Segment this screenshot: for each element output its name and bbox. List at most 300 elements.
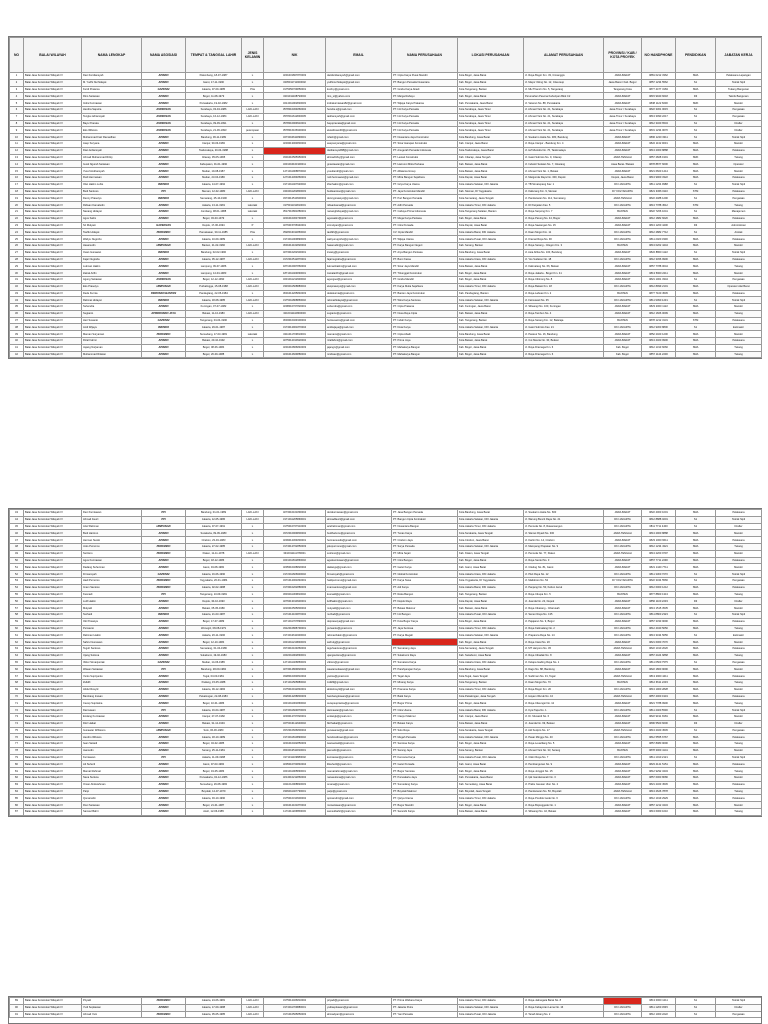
table-cell: kusnadi@gmail.com (326, 591, 392, 598)
table-cell: PT. Wijaya Utama (392, 236, 458, 243)
table-cell: Estimator (716, 324, 762, 331)
column-header: LOKASI PERUSAHAAN (458, 38, 524, 73)
table-cell: Balai Jasa Konstruksi Wilayah IV (24, 618, 82, 625)
table-cell: LAKI-LAKI (242, 106, 264, 113)
table-cell: 3211011703810001 (264, 331, 326, 338)
table-cell: Serang, 25-11-1981 (186, 747, 242, 754)
column-header: EMAIL (326, 38, 392, 73)
table-cell: Cianjur, 30-03-1983 (186, 140, 242, 147)
table-cell: 0821 6600 1414 (642, 168, 676, 175)
table-cell: 0822 9191 8181 (642, 713, 676, 720)
table-cell: PT. Inti Bangun (392, 611, 458, 618)
table-cell: APINDO (142, 686, 186, 693)
table-cell: Balai Jasa Konstruksi Wilayah IV (24, 154, 82, 161)
table-cell: Jombang, 08-01-1988 (186, 208, 242, 215)
table-cell: Yudi Septiawan (82, 1004, 142, 1011)
table-cell: ekowibowo93@gmail.com (326, 127, 392, 134)
table-cell: 25 (10, 236, 24, 243)
table-cell: Pelaksana (716, 557, 762, 564)
table-cell: PT. Jasa Bangun Persada (392, 510, 458, 517)
table-cell: Boyolali, 14-07-1979 (186, 788, 242, 795)
table-row (10, 297, 762, 304)
table-cell: 54 (10, 584, 24, 591)
table-row (10, 543, 762, 550)
table-cell: S1 (676, 297, 716, 304)
table-cell: rahmathidayat@gmail.com (326, 297, 392, 304)
table-cell: Balai Jasa Konstruksi Wilayah IV (24, 577, 82, 584)
table-cell: APINDO (142, 338, 186, 345)
table-cell: 3372010606800004 (264, 727, 326, 734)
table-cell: INKINDO (142, 324, 186, 331)
table-cell: SMA (676, 584, 716, 591)
table-cell: SMA (676, 618, 716, 625)
table-cell: APINDO (142, 734, 186, 741)
table-cell: Bandung, 02-02-1990 (186, 249, 242, 256)
table-cell: Jl. Raya Pondok Gede No. 6 (524, 795, 604, 802)
table-cell: Pengawas (716, 106, 762, 113)
table-cell: Mandor (716, 242, 762, 249)
table-cell: DKI JAKARTA (604, 181, 642, 188)
table-cell: PERKINDO (142, 577, 186, 584)
table-cell: Teknik Sipil (716, 998, 762, 1005)
table-cell: LAKI-LAKI (242, 1011, 264, 1018)
table-cell: PPI (142, 510, 186, 517)
table-cell: Oki Prasetya (82, 618, 142, 625)
table-cell: Sumedang, 29-08-1982 (186, 781, 242, 788)
table-row (10, 249, 762, 256)
table-cell: 33 (10, 290, 24, 297)
table-cell: L (242, 79, 264, 86)
table-cell: Fajar Nugraha (82, 256, 142, 263)
table-cell: 14 (10, 161, 24, 168)
table-cell: 3275012010920002 (264, 338, 326, 345)
table-cell: S1 (676, 324, 716, 331)
table-cell: Balai Jasa Konstruksi Wilayah IV (24, 249, 82, 256)
table-cell: PERKINDO (142, 1011, 186, 1018)
table-cell: 3328010303810004 (264, 673, 326, 680)
table-row (10, 202, 762, 209)
table-cell: Kota Jakarta Pusat, DKI Jakarta (458, 611, 524, 618)
table-cell: SMA (676, 242, 716, 249)
table-cell: sugianto@gmail.com (326, 310, 392, 317)
table-cell: S1 (676, 181, 716, 188)
table-cell: dedekurnia@gmail.com (326, 290, 392, 297)
table-cell: Balai Jasa Konstruksi Wilayah IV (24, 73, 82, 80)
table-cell: 0812 1882 6620 (642, 215, 676, 222)
table-cell: PT. Bekasi Makmur (392, 605, 458, 612)
table-cell: 3205010408820004 (264, 564, 326, 571)
table-cell: Balai Jasa Konstruksi Wilayah IV (24, 113, 82, 120)
table-cell: PT. Surya Persada (392, 543, 458, 550)
table-cell: Dede Kurnia (82, 290, 142, 297)
table-cell: 0823 4141 5151 (642, 761, 676, 768)
table-cell: Kota Jakarta Utara, DKI Jakarta (458, 256, 524, 263)
table-cell: 3175010310900002 (264, 795, 326, 802)
table-cell: Balai Jasa Konstruksi Wilayah IV (24, 741, 82, 748)
table-cell: JAWA BARAT (604, 618, 642, 625)
table-cell: PT. Karya Nusa (392, 577, 458, 584)
table-row (10, 747, 762, 754)
table-cell: 0811 3300 7070 (642, 571, 676, 578)
table-cell: Kota Surakarta, Jawa Tengah (458, 727, 524, 734)
table-cell: JAWA BARAT (604, 93, 642, 100)
table-cell: Jl. Industri Selatan No. 7, Cikarang (524, 161, 604, 168)
table-cell: Surabaya, 03-04-1986 (186, 106, 242, 113)
table-cell: APINDO (142, 795, 186, 802)
table-cell: herisusanto@gmail.com (326, 317, 392, 324)
table-cell: L (242, 768, 264, 775)
table-cell: 3273010611890001 (264, 134, 326, 141)
table-cell: Depok, Jawa Barat (604, 174, 642, 181)
table-cell: Kabupaten, 01-01-1990 (186, 161, 242, 168)
table-cell: ASPEKNAS (142, 106, 186, 113)
table-cell: PT. Cipta Karya Pusat Mandiri (392, 73, 458, 80)
table-cell: Kota Bandung, Jawa Barat (458, 134, 524, 141)
table-cell: Kota Tasikmalaya, Jawa Barat (458, 147, 524, 154)
table-cell: Jl. Kramat Raya No. 90 (524, 236, 604, 243)
table-cell: LAKI-LAKI (242, 297, 264, 304)
table-cell: DKI JAKARTA (604, 256, 642, 263)
table-cell: Kab. Bogor, Jawa Barat (458, 270, 524, 277)
table-cell: Jl. Sudirman No. 31, Tegal (524, 673, 604, 680)
table-cell: L (242, 673, 264, 680)
table-cell: LAKI-LAKI (242, 310, 264, 317)
table-cell: Pelaksana (716, 761, 762, 768)
table-cell: Mandor (716, 713, 762, 720)
column-header: NIK (264, 38, 326, 73)
table-cell: Perumahan Pesona Kahuripan Blok C2 (524, 93, 604, 100)
table-row (10, 598, 762, 605)
table-cell: Jl. Raya Bekasi Km. 18 (524, 283, 604, 290)
table-cell: 3171012103870002 (264, 611, 326, 618)
table-cell: STM (676, 188, 716, 195)
table-cell: Hasanudin (82, 242, 142, 249)
table-cell: S1 (676, 120, 716, 127)
table-row (10, 154, 762, 161)
table-cell: 0813 2020 4545 (642, 727, 676, 734)
table-cell: 3172011606900002 (264, 571, 326, 578)
table-row (10, 625, 762, 632)
table-cell: 51 (10, 564, 24, 571)
table-cell: 0896 5500 6600 (642, 720, 676, 727)
table-cell: firmansyah@gmail.com (326, 571, 392, 578)
table-cell: 0821 6060 7070 (642, 639, 676, 646)
table-cell: Jl. Mayor Oking No. 12, Citeureup (524, 79, 604, 86)
table-cell: Jl. Raya Bogor Km. 33, Cimanggis (524, 73, 604, 80)
table-cell: Nana Sutisna (82, 775, 142, 782)
table-cell: Balai Jasa Konstruksi Wilayah IV (24, 202, 82, 209)
table-cell: Kab. Bekasi, Jawa Barat (458, 310, 524, 317)
table-row (10, 530, 762, 537)
table-cell: Teknik Sipil (716, 707, 762, 714)
table-cell: Tengku Adriansyah (82, 113, 142, 120)
table-cell: 3578016106930002 (264, 127, 326, 134)
table-cell: 0896 1220 3311 (642, 134, 676, 141)
table-body-1 (10, 73, 762, 358)
table-cell: Pengawas (716, 727, 762, 734)
table-cell: 0822 4488 1290 (642, 195, 676, 202)
table-cell: PT. Bumi Karsa (392, 256, 458, 263)
table-cell: L (242, 639, 264, 646)
table-cell: Bogor, 19-05-1983 (186, 768, 242, 775)
table-cell: PT. Kota Bogor Karya (392, 618, 458, 625)
table-cell: APINDO (142, 652, 186, 659)
table-cell: nurhadi@gmail.com (326, 611, 392, 618)
table-cell: Kota Jakarta Timur, DKI Jakarta (458, 283, 524, 290)
table-cell: L (242, 557, 264, 564)
table-cell: L (242, 577, 264, 584)
table-cell: 3201011210840003 (264, 639, 326, 646)
table-cell: Garut, 07-03-1984 (186, 761, 242, 768)
table-cell: Jl. Daan Mogot No. 70 (524, 679, 604, 686)
table-row (10, 802, 762, 809)
table-cell: S1 (676, 113, 716, 120)
table-cell: zainalarifin@gmail.com (326, 270, 392, 277)
table-cell: Jl. Ahmad Yani No. 21, Surabaya (524, 120, 604, 127)
table-cell: Bogor, 03-03-1979 (186, 215, 242, 222)
table-cell: APINDO (142, 304, 186, 311)
table-cell: Pengawas (716, 577, 762, 584)
table-cell: Jl. Kelapa Gading Raya No. 1 (524, 659, 604, 666)
table-cell: Balai Jasa Konstruksi Wilayah IV (24, 564, 82, 571)
table-cell: SMA (676, 351, 716, 358)
table-cell: mridwan@gmail.com (326, 351, 392, 358)
table-cell: Jl. Juanda No. 99, Bekasi (524, 720, 604, 727)
table-cell: Jawa Timur / Surabaya (604, 120, 642, 127)
table-row (10, 734, 762, 741)
table-cell: Palembang, 18-07-1987 (186, 73, 242, 80)
table-cell: 3528013011850002 (264, 229, 326, 236)
table-cell: Kab. Cilacap, Jawa Tengah (458, 154, 524, 161)
table-cell: JAWA BARAT (604, 134, 642, 141)
table-cell: Tukang (716, 263, 762, 270)
table-cell: D3 (676, 598, 716, 605)
table-cell: INKINDO (142, 297, 186, 304)
table-cell: 3202011902830001 (264, 652, 326, 659)
table-cell: PT. Nusantara Bangun (392, 523, 458, 530)
table-cell: APINDO (142, 161, 186, 168)
table-cell: JAWA BARAT (604, 263, 642, 270)
table-row (10, 571, 762, 578)
table-cell: JAWA BARAT (604, 270, 642, 277)
table-cell: 44 (10, 516, 24, 523)
table-cell: JAWA BARAT (604, 249, 642, 256)
table-cell: 3201010402850003 (264, 741, 326, 748)
table-cell: endangk@gmail.com (326, 713, 392, 720)
table-cell: PT. Solo Raya (392, 727, 458, 734)
table-cell: 24 (10, 229, 24, 236)
table-cell: PT. Garut Persada (392, 761, 458, 768)
table-cell: 0857 2424 6868 (642, 652, 676, 659)
table-cell: 3174011709880001 (264, 1004, 326, 1011)
table-row (10, 550, 762, 557)
table-cell: Kab. Tangerang, Banten (458, 317, 524, 324)
table-cell: 58 (10, 611, 24, 618)
table-cell: Kota Yogyakarta, DI Yogyakarta (458, 577, 524, 584)
table-cell: DKI JAKARTA (604, 611, 642, 618)
table-cell: Pengawas (716, 276, 762, 283)
table-cell: priyadi@gmail.com (326, 998, 392, 1005)
table-cell: Kota Bandung, Jawa Barat (458, 666, 524, 673)
table-cell: 4 (10, 93, 24, 100)
table-cell: Teknik Sipil (716, 249, 762, 256)
table-row (10, 344, 762, 351)
table-cell: Jl. Raya Cianjur - Bandung Km. 4 (524, 140, 604, 147)
table-cell: Kota Bekasi, Jawa Barat (458, 263, 524, 270)
table-cell: PT. Alfatama Group (392, 168, 458, 175)
table-cell: SMA (676, 73, 716, 80)
table-row (10, 276, 762, 283)
table-cell: Jakarta, 21-03-1987 (186, 611, 242, 618)
table-cell: Jl. Ahmad Yani No. 1, Bekasi (524, 168, 604, 175)
table-cell: LAKI-LAKI (242, 256, 264, 263)
table-cell: 0813 0202 4444 (642, 242, 676, 249)
table-cell: budisantoso@gmail.com (326, 188, 392, 195)
table-cell: 0822 8800 1122 (642, 249, 676, 256)
table-row (10, 809, 762, 816)
table-cell: S1 (676, 707, 716, 714)
table-cell: SMA (676, 625, 716, 632)
table-cell: Jl. Pasteur No. 16, Bandung (524, 331, 604, 338)
table-cell: BANTEN (604, 747, 642, 754)
table-cell: PT. Cahaya Prima Indonesia (392, 208, 458, 215)
table-cell: Balai Jasa Konstruksi Wilayah IV (24, 351, 82, 358)
table-cell (264, 147, 326, 154)
table-cell: Kota Jakarta Selatan, DKI Jakarta (458, 516, 524, 523)
table-cell: 31 (10, 276, 24, 283)
table-cell: Balai Jasa Konstruksi Wilayah IV (24, 795, 82, 802)
table-cell: Pelaksana (716, 510, 762, 517)
table-cell: Jl. Prapanca Raya No. 14 (524, 632, 604, 639)
table-cell: dardiansyah88@gmail.com (326, 147, 392, 154)
table-cell: Pria (242, 229, 264, 236)
table-row (10, 516, 762, 523)
table-cell: 0813 0000 1211 (642, 998, 676, 1005)
table-cell: L (242, 747, 264, 754)
table-cell: Balai Jasa Konstruksi Wilayah IV (24, 632, 82, 639)
table-cell: Mandor (716, 530, 762, 537)
table-cell: ahmadfauzi@gmail.com (326, 516, 392, 523)
table-cell: 0812 1666 0099 (642, 310, 676, 317)
table-cell: gunawanw@gmail.com (326, 727, 392, 734)
table-cell: Suhendra (82, 304, 142, 311)
table-cell: 3203012707820001 (264, 713, 326, 720)
table-cell: Jawa Timur / Surabaya (604, 113, 642, 120)
table-row (10, 242, 762, 249)
table-cell: Balai Jasa Konstruksi Wilayah IV (24, 605, 82, 612)
table-cell: Tukang (716, 154, 762, 161)
table-cell: L (242, 741, 264, 748)
table-cell: Balai Jasa Konstruksi Wilayah IV (24, 673, 82, 680)
table-cell: SMK (676, 100, 716, 107)
table-cell: Balai Jasa Konstruksi Wilayah IV (24, 598, 82, 605)
table-cell: APINDO (142, 168, 186, 175)
table-cell: Kota Jakarta Pusat, DKI Jakarta (458, 236, 524, 243)
table-cell: 0821 1440 7711 (642, 564, 676, 571)
table-cell: APINDO (142, 781, 186, 788)
table-cell: Gunawan Wibisono (82, 727, 142, 734)
table-cell: 0813 2900 4411 (642, 673, 676, 680)
table-cell: L (242, 727, 264, 734)
table-cell: Balai Jasa Konstruksi Wilayah IV (24, 134, 82, 141)
table-cell: 3372010909800002 (264, 530, 326, 537)
table-cell: APINDO (142, 256, 186, 263)
table-row (10, 236, 762, 243)
table-cell: Jl. Pemuda No. 77, Klaten (524, 550, 604, 557)
table-cell: 40 (10, 338, 24, 345)
table-cell: Bandung, 01-01-1989 (186, 510, 242, 517)
table-cell: DKI JAKARTA (604, 625, 642, 632)
table-cell: L (242, 781, 264, 788)
table-cell: S1 (676, 727, 716, 734)
table-cell: Kab. Bogor (604, 351, 642, 358)
table-row (10, 639, 762, 646)
table-cell: Jl. Prabu Geusan Ulun No. 2 (524, 781, 604, 788)
table-cell: Bogor, 12-12-1990 (186, 276, 242, 283)
table-cell: 67 (10, 673, 24, 680)
table-cell: L (242, 530, 264, 537)
table-cell: PT. Inti Karya Persada (392, 127, 458, 134)
table-cell: Jl. Dr. Muwardi No. 6 (524, 713, 604, 720)
table-cell: SMA (676, 236, 716, 243)
table-row (10, 693, 762, 700)
table-cell: Kota Jakarta Barat, DKI Jakarta (458, 229, 524, 236)
table-cell: L (242, 304, 264, 311)
table-cell: PT. Batik Karya (392, 693, 458, 700)
column-header: NAMA PERUSAHAAN (392, 38, 458, 73)
table-cell: L (242, 154, 264, 161)
table-cell: PT. Nusantara Jaya Konstruksi (392, 134, 458, 141)
table-cell: SMK (676, 154, 716, 161)
table-cell: Firmansyah (82, 571, 142, 578)
table-row (10, 310, 762, 317)
table-cell: PT. Wijaya Karya Prakarsa (392, 100, 458, 107)
table-cell: PT. Serang Jaya (392, 747, 458, 754)
table-row (10, 998, 762, 1005)
table-cell: Rudi Hermawan (82, 174, 142, 181)
table-cell: INKINDO (142, 611, 186, 618)
table-cell: L (242, 707, 264, 714)
table-cell: Padang, 15-05-1988 (186, 679, 242, 686)
table-cell: Jl. Raya Jakarta - Bogor Km. 41 (524, 270, 604, 277)
table-row (10, 181, 762, 188)
table-cell: JAWA BARAT (604, 713, 642, 720)
table-cell: PT. Cianjur Makmur (392, 713, 458, 720)
table-cell: 0812 3456 9900 (642, 256, 676, 263)
table-cell: Tukang (716, 768, 762, 775)
table-cell: Jl. MT Haryono No. 45 (524, 645, 604, 652)
table-cell: rudi.hermawan@gmail.com (326, 174, 392, 181)
table-cell: PT. Citra Utama (392, 707, 458, 714)
table-cell: Kab. Tangerang, Banten (458, 591, 524, 598)
table-cell: PT. Tunas Karya (392, 530, 458, 537)
table-cell: 0881 0212 3362 (642, 73, 676, 80)
table-cell: 0813 4400 9900 (642, 338, 676, 345)
table-cell: Endang Kurniawan (82, 713, 142, 720)
table-cell: Kota Tangerang Selatan, Banten (458, 208, 524, 215)
table-cell: Sutrisno (82, 550, 142, 557)
table-cell: Jl. Pajajaran No. 9, Bogor (524, 618, 604, 625)
table-cell: Jakarta, 11-09-1988 (186, 754, 242, 761)
table-cell: 3175010707910003 (264, 523, 326, 530)
table-cell: DKI JAKARTA (604, 795, 642, 802)
table-cell: PT. Global Konstruksi (392, 571, 458, 578)
table-cell: LAKI-LAKI (242, 998, 264, 1005)
table-cell: Balai Jasa Konstruksi Wilayah IV (24, 208, 82, 215)
table-cell: Arief Rahman (82, 523, 142, 530)
table-cell: Jl. Raya Bogor Km. 20 (524, 686, 604, 693)
table-cell: SMA (676, 734, 716, 741)
